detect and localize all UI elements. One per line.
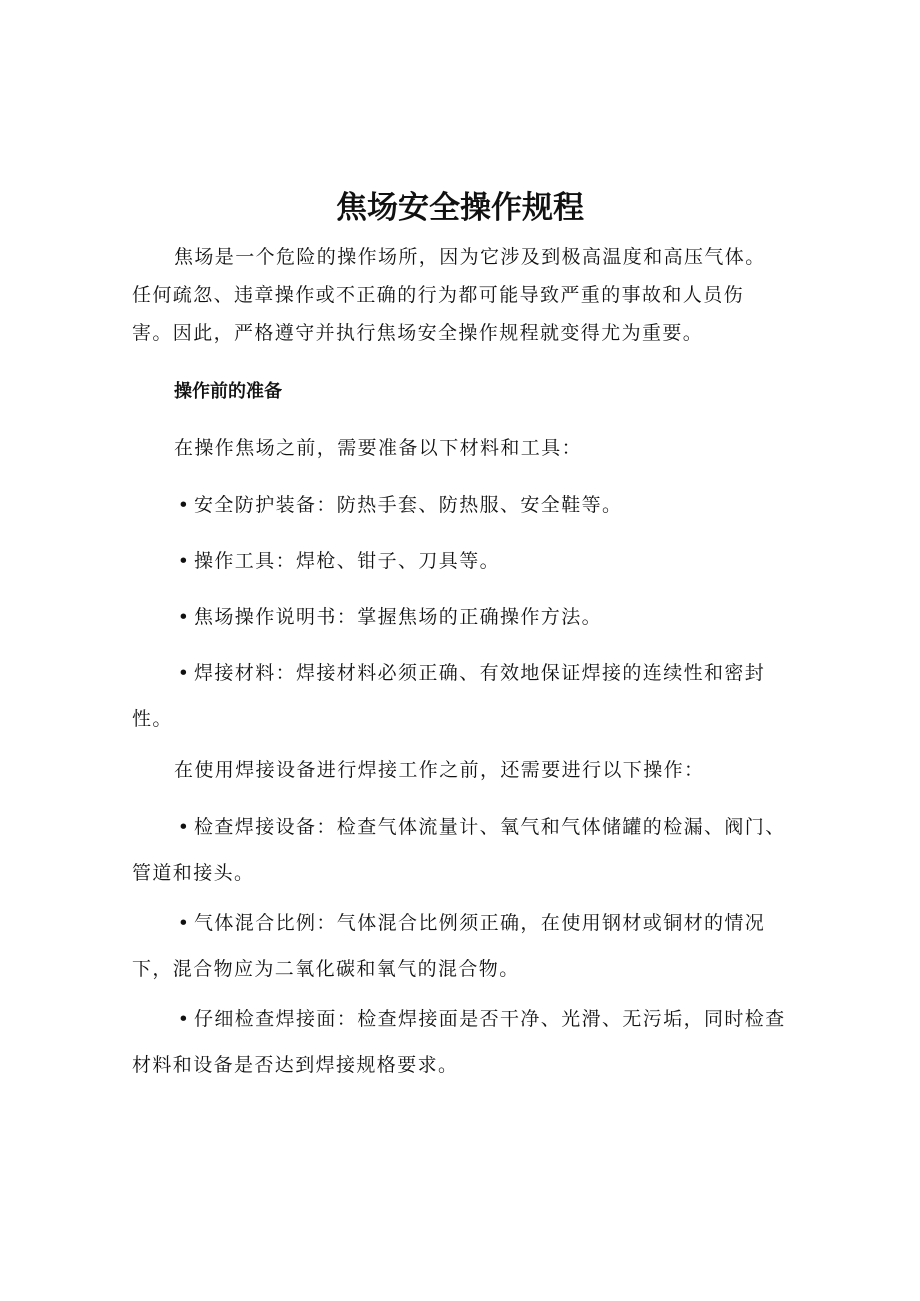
- list-item: [132, 804, 792, 896]
- list-item-text: 检查焊接设备：检查气体流量计、氧气和气体储罐的检漏、阀门、管道和接头。: [132, 816, 786, 884]
- list-item-text: 焊接材料：焊接材料必须正确、有效地保证焊接的连续性和密封性。: [132, 662, 766, 730]
- list-item-text: 焦场操作说明书：掌握焦场的正确操作方法。: [194, 606, 603, 628]
- list-item: [132, 594, 792, 640]
- bullet-icon: •: [177, 912, 191, 934]
- bullet-icon: •: [177, 662, 191, 684]
- list-item-text: 气体混合比例：气体混合比例须正确，在使用钢材或铜材的情况下，混合物应为二氧化碳和氧气的混合物。: [132, 912, 766, 980]
- list-item-text: 仔细检查焊接面：检查焊接面是否干净、光滑、无污垢，同时检查材料和设备是否达到焊接规格要求。: [132, 1008, 786, 1076]
- bullet-icon: •: [177, 816, 191, 838]
- bullet-icon: •: [177, 550, 191, 572]
- list-item: [132, 482, 792, 528]
- section-heading: 操作前的准备: [174, 381, 282, 402]
- prep-intro: 在操作焦场之前，需要准备以下材料和工具：: [174, 437, 583, 459]
- weld-intro: 在使用焊接设备进行焊接工作之前，还需要进行以下操作：: [174, 759, 705, 781]
- list-item: [132, 538, 792, 584]
- intro-paragraph: [132, 238, 780, 352]
- bullet-icon: •: [177, 494, 191, 516]
- bullet-icon: •: [177, 606, 191, 628]
- list-item-text: 操作工具：焊枪、钳子、刀具等。: [194, 550, 501, 572]
- list-item: [132, 900, 792, 992]
- bullet-icon: •: [177, 1008, 191, 1030]
- document-title: 焦场安全操作规程: [336, 190, 584, 226]
- list-item: [132, 996, 792, 1088]
- list-item: [132, 650, 792, 742]
- intro-text: 焦场是一个危险的操作场所，因为它涉及到极高温度和高压气体。任何疏忽、违章操作或不正确的行为都可能导致严重的事故和人员伤害。因此，严格遵守并执行焦场安全操作规程就变得尤为重要。: [132, 246, 766, 344]
- list-item-text: 安全防护装备：防热手套、防热服、安全鞋等。: [194, 494, 623, 516]
